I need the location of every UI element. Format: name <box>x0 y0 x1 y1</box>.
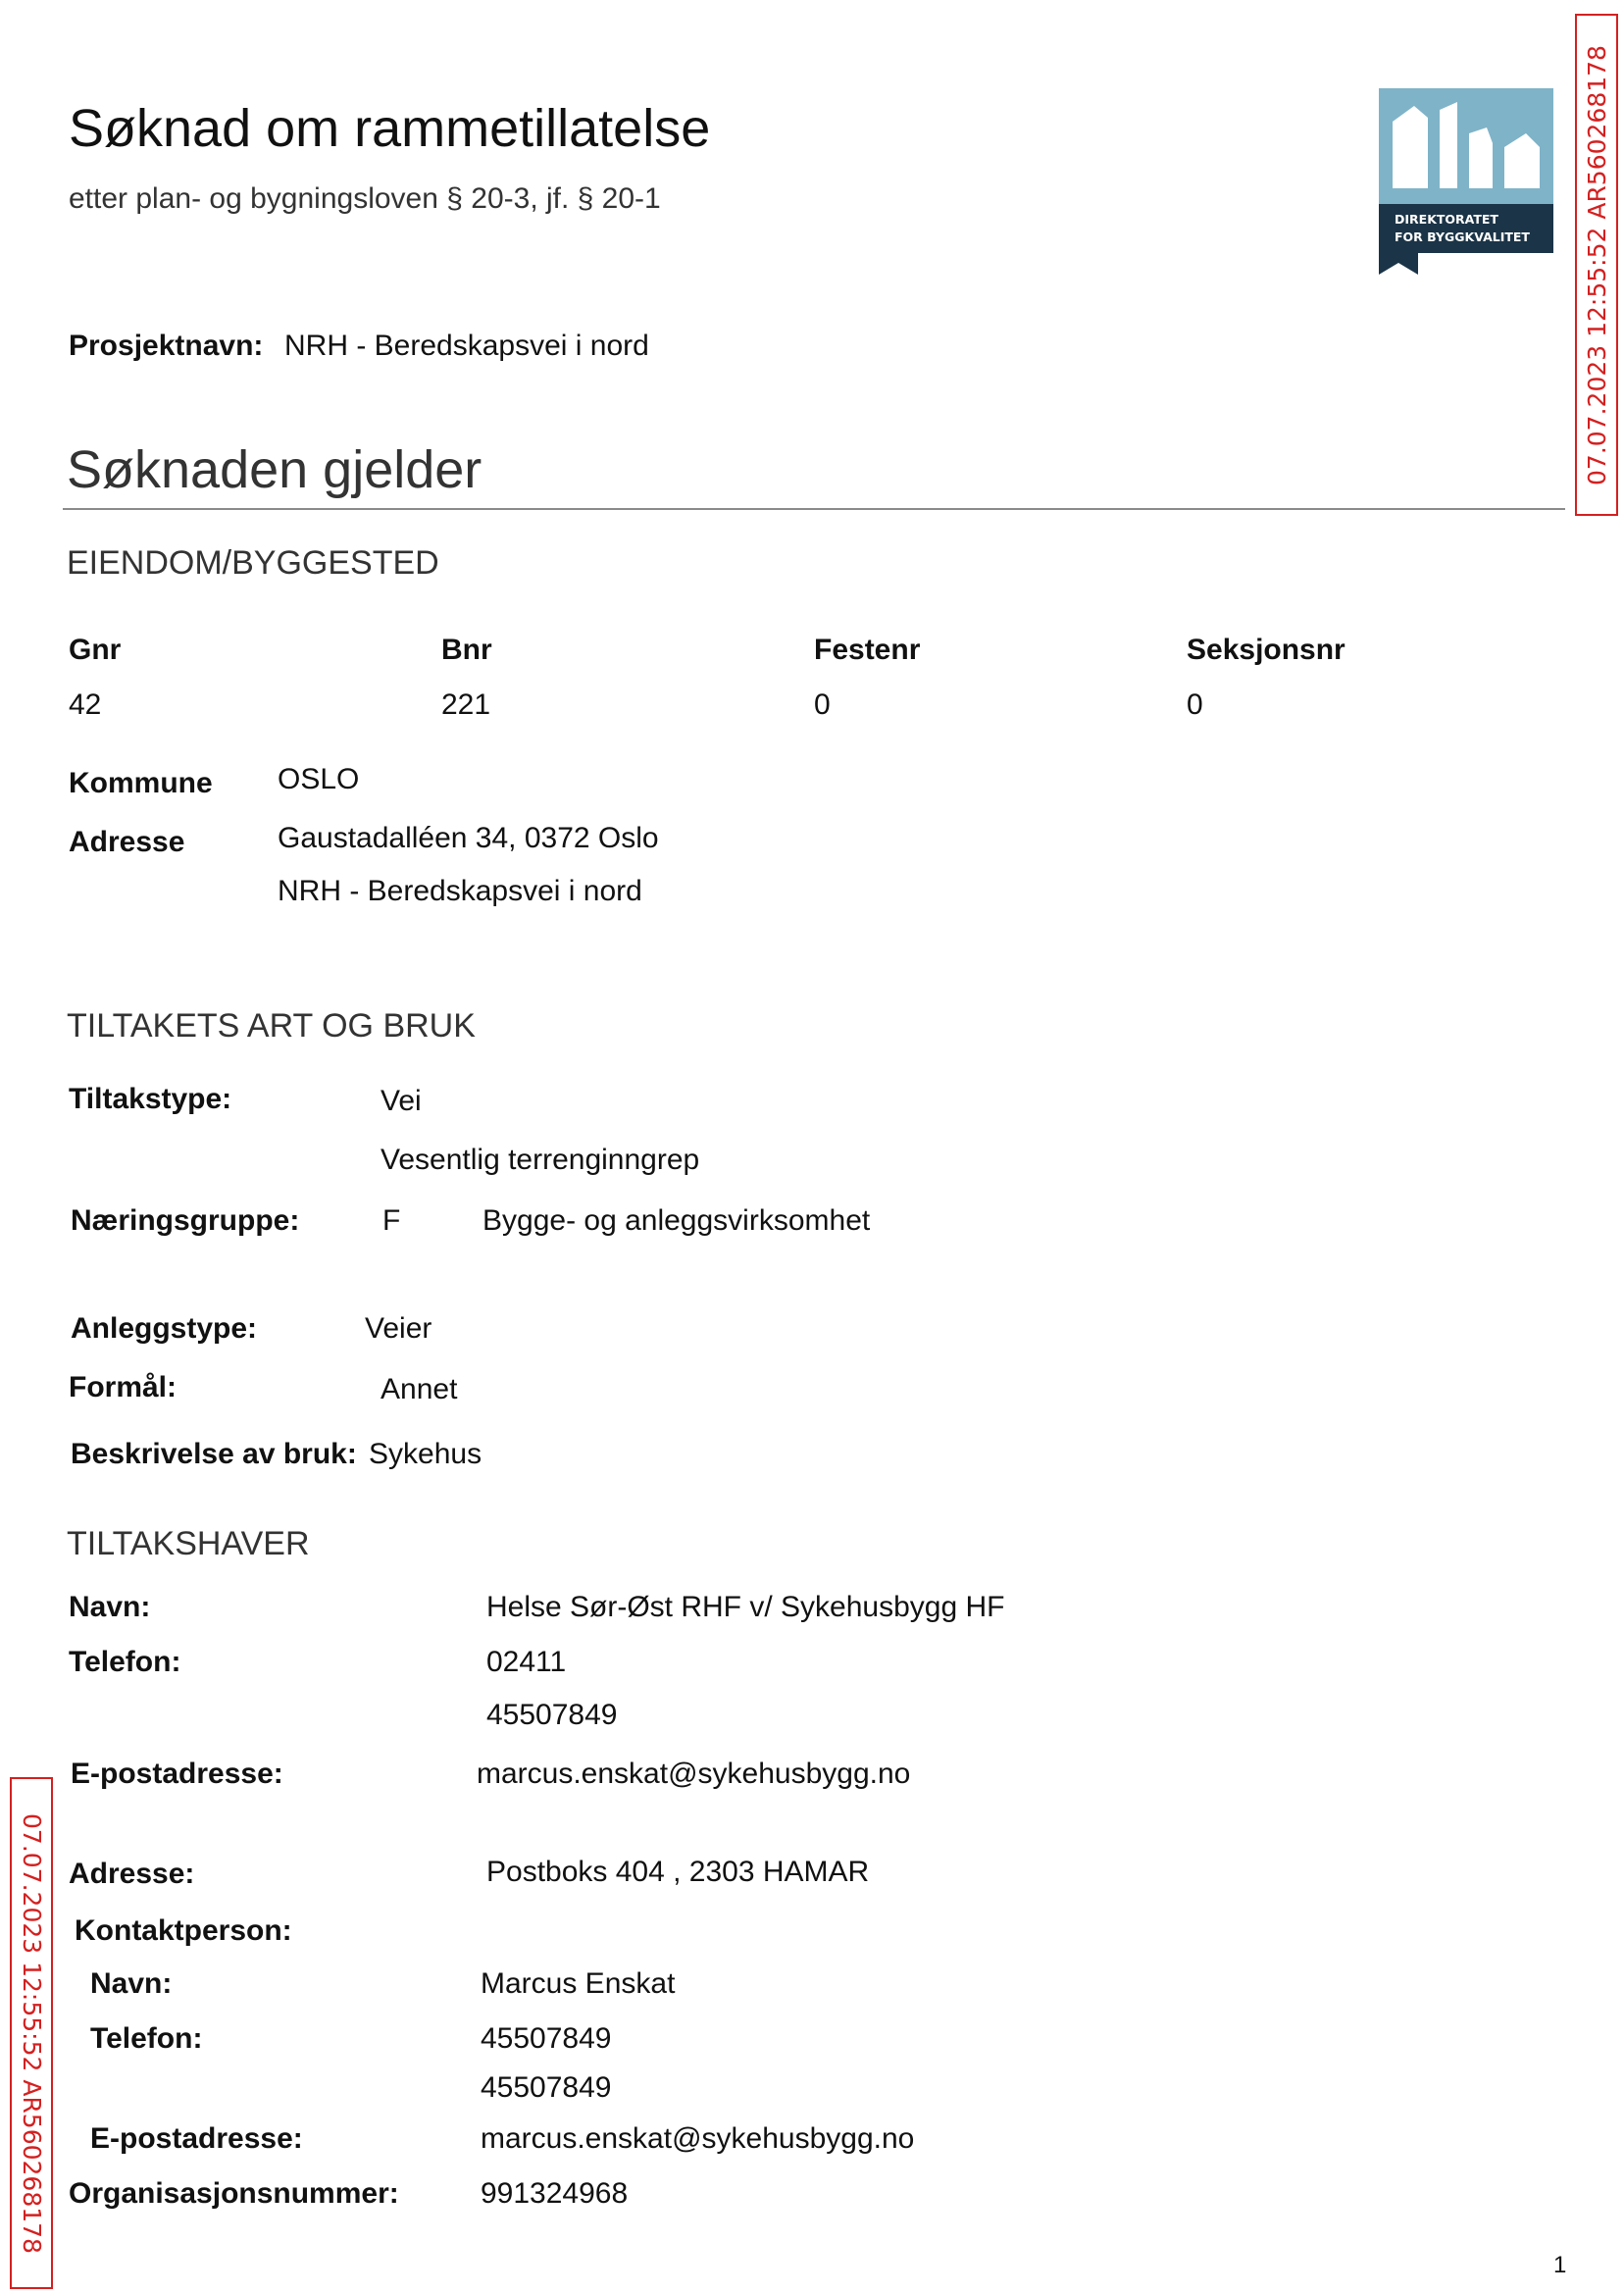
tiltakstype-value-1: Vei <box>381 1085 422 1117</box>
naeringsgruppe-text: Bygge- og anleggsvirksomhet <box>482 1204 871 1237</box>
kontakt-telefon-label: Telefon: <box>90 2022 203 2055</box>
kommune-label: Kommune <box>69 767 213 799</box>
kontakt-telefon-1: 45507849 <box>481 2022 612 2055</box>
gnr-value: 42 <box>69 688 102 721</box>
dibk-logo <box>1379 88 1553 275</box>
tiltakshaver-adresse-value: Postboks 404 , 2303 HAMAR <box>486 1856 870 1888</box>
bnr-value: 221 <box>441 688 491 721</box>
tiltakshaver-telefon-2: 45507849 <box>486 1699 618 1731</box>
tiltakshaver-epost-label: E-postadresse: <box>71 1758 283 1790</box>
tiltakstype-label: Tiltakstype: <box>69 1083 232 1115</box>
project-name-value: NRH - Beredskapsvei i nord <box>284 330 649 362</box>
adresse-label: Adresse <box>69 826 185 858</box>
tiltakshaver-heading: TILTAKSHAVER <box>67 1525 310 1562</box>
kontakt-epost-value: marcus.enskat@sykehusbygg.no <box>481 2122 915 2155</box>
beskrivelse-value: Sykehus <box>369 1438 482 1470</box>
beskrivelse-label: Beskrivelse av bruk: <box>71 1438 357 1470</box>
kontakt-navn-label: Navn: <box>90 1967 173 2000</box>
formal-value: Annet <box>381 1373 458 1405</box>
seksjonsnr-value: 0 <box>1187 688 1203 721</box>
section-divider <box>63 508 1565 510</box>
bnr-label: Bnr <box>441 634 492 666</box>
seksjonsnr-label: Seksjonsnr <box>1187 634 1345 666</box>
formal-label: Formål: <box>69 1371 178 1403</box>
section-title: Søknaden gjelder <box>67 440 482 499</box>
adresse-line2: NRH - Beredskapsvei i nord <box>278 875 642 907</box>
festenr-value: 0 <box>814 688 831 721</box>
naeringsgruppe-code: F <box>382 1204 401 1237</box>
kontakt-telefon-2: 45507849 <box>481 2071 612 2104</box>
kontaktperson-label: Kontaktperson: <box>75 1914 292 1947</box>
date-stamp-top: 07.07.2023 12:55:52 AR560268178 <box>1575 14 1618 516</box>
kontakt-navn-value: Marcus Enskat <box>481 1967 676 2000</box>
document-title: Søknad om rammetillatelse <box>69 99 711 158</box>
tiltakshaver-adresse-label: Adresse: <box>69 1858 195 1890</box>
gnr-label: Gnr <box>69 634 122 666</box>
tiltakshaver-navn-value: Helse Sør-Øst RHF v/ Sykehusbygg HF <box>486 1591 1005 1623</box>
tiltakshaver-epost-value: marcus.enskat@sykehusbygg.no <box>477 1758 911 1790</box>
tiltakshaver-telefon-1: 02411 <box>486 1646 567 1678</box>
tiltakstype-value-2: Vesentlig terrenginngrep <box>381 1144 700 1176</box>
project-name-label: Prosjektnavn: <box>69 330 264 362</box>
kommune-value: OSLO <box>278 763 360 795</box>
orgnr-label: Organisasjonsnummer: <box>69 2177 399 2210</box>
tiltak-heading: TILTAKETS ART OG BRUK <box>67 1007 476 1045</box>
anleggstype-value: Veier <box>365 1312 432 1345</box>
page-number: 1 <box>1553 2252 1567 2278</box>
property-heading: EIENDOM/BYGGESTED <box>67 544 439 582</box>
date-stamp-bottom: 07.07.2023 12:55:52 AR560268178 <box>10 1777 53 2289</box>
orgnr-value: 991324968 <box>481 2177 629 2210</box>
adresse-line1: Gaustadalléen 34, 0372 Oslo <box>278 822 659 854</box>
kontakt-epost-label: E-postadresse: <box>90 2122 303 2155</box>
festenr-label: Festenr <box>814 634 921 666</box>
tiltakshaver-telefon-label: Telefon: <box>69 1646 181 1678</box>
naeringsgruppe-label: Næringsgruppe: <box>71 1204 300 1237</box>
logo-text-line2: FOR BYGGKVALITET <box>1395 229 1530 244</box>
anleggstype-label: Anleggstype: <box>71 1312 258 1345</box>
logo-text-line1: DIREKTORATET <box>1395 212 1498 227</box>
tiltakshaver-navn-label: Navn: <box>69 1591 151 1623</box>
document-subtitle: etter plan- og bygningsloven § 20-3, jf. § 20-1 <box>69 182 661 215</box>
